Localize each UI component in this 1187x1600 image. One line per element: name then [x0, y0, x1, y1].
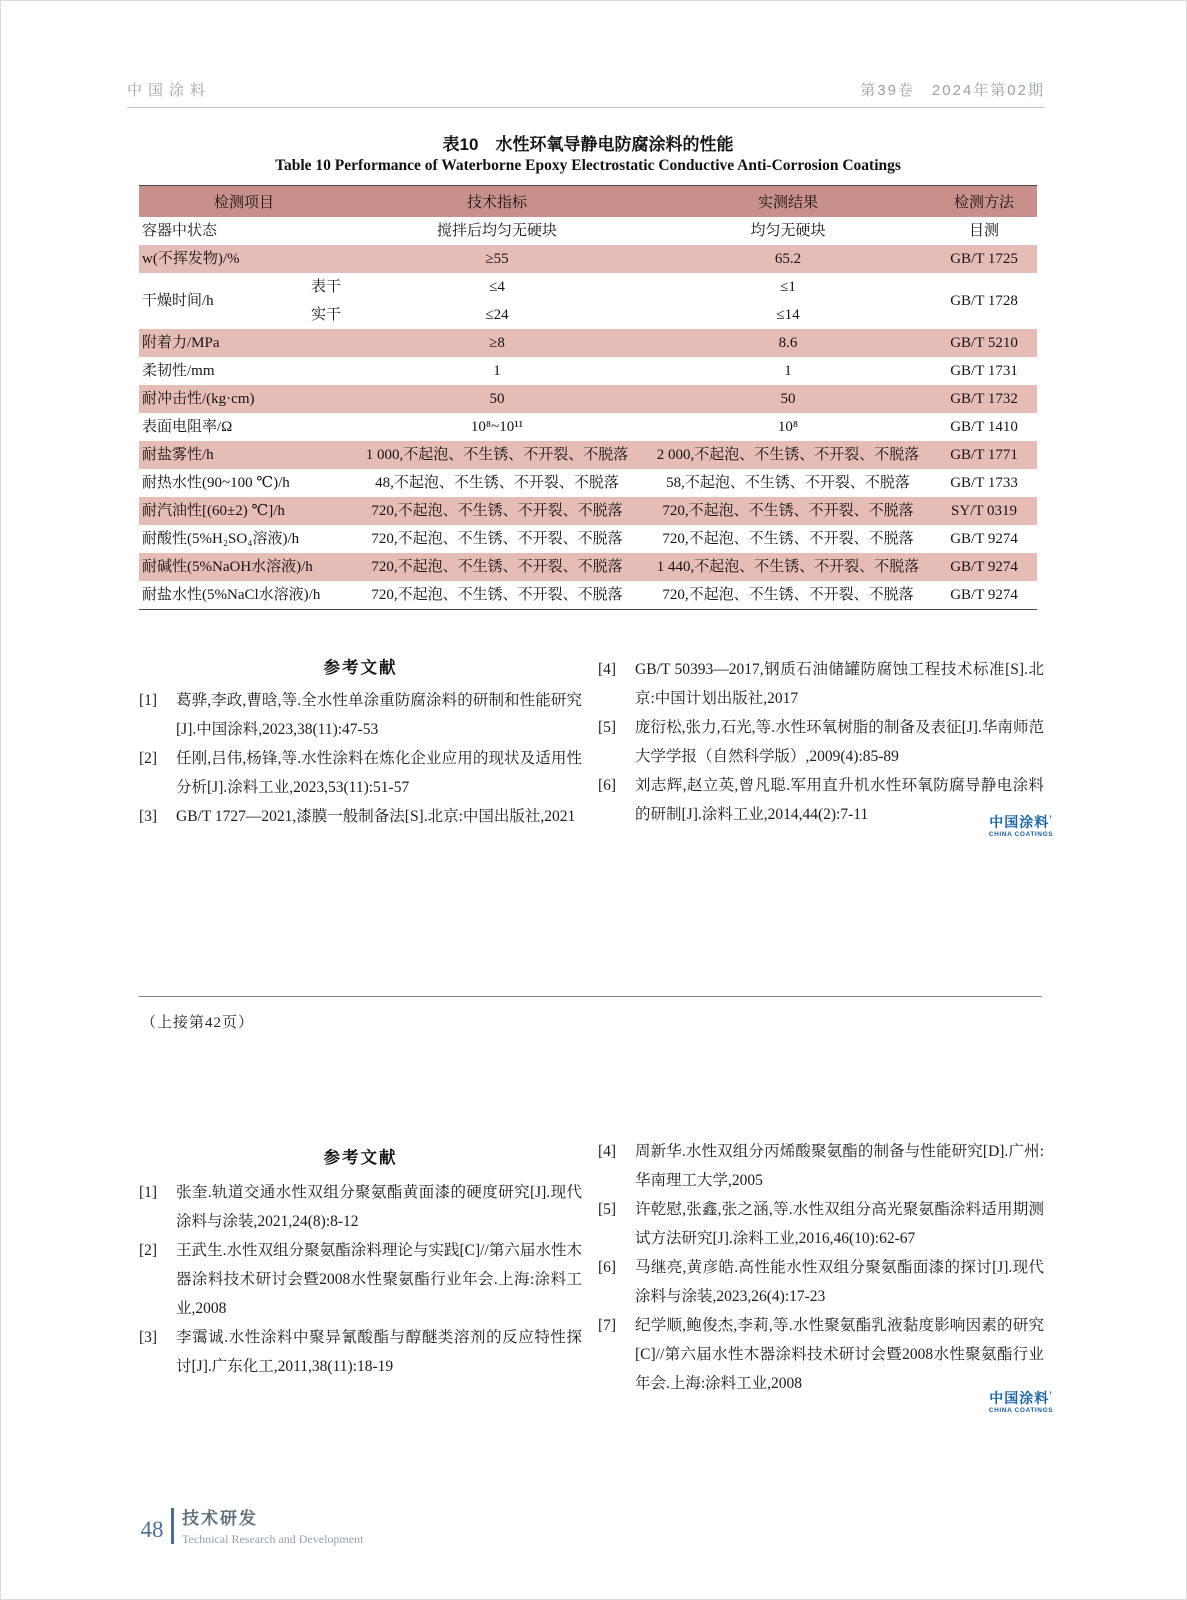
ref-text: 许乾慰,张鑫,张之涵,等.水性双组分高光聚氨酯涂料适用期测试方法研究[J].涂料工业,2016,46(10):62-67 [635, 1201, 1044, 1247]
cell-spec: ≤24 [485, 307, 509, 323]
section-divider [139, 996, 1042, 997]
cell-method: SY/T 0319 [931, 497, 1037, 525]
col-header-item: 检测项目 [139, 186, 349, 218]
cell-spec: 搅拌后均匀无硬块 [437, 223, 558, 239]
col-header-result: 实测结果 [645, 186, 931, 218]
cell-spec: 720,不起泡、不生锈、不开裂、不脱落 [349, 497, 645, 525]
ref-text: 周新华.水性双组分丙烯酸聚氨酯的制备与性能研究[D].广州:华南理工大学,2005 [635, 1143, 1044, 1189]
cell-spec: ≤4 [489, 279, 505, 295]
table-row [139, 497, 1037, 525]
logo-text-zh: 中国涂料’ [989, 814, 1053, 830]
cell-result: 1 440,不起泡、不生锈、不开裂、不脱落 [645, 553, 931, 581]
cell-method: GB/T 1771 [931, 441, 1037, 469]
cell-item: 容器中状态 [142, 223, 218, 239]
ref-number: [4] [598, 661, 617, 678]
cell-result: 50 [645, 385, 931, 413]
cell-spec: 48,不起泡、不生锈、不开裂、不脱落 [375, 475, 619, 491]
cell-method: GB/T 5210 [931, 329, 1037, 357]
table-title-en: Table 10 Performance of Waterborne Epoxy Electrostatic Conductive Anti-Corrosion Coatings [275, 157, 901, 174]
logo-mark: ’ [1049, 1390, 1053, 1400]
ref-text: 庞衍松,张力,石光,等.水性环氧树脂的制备及表征[J].华南师范大学学报（自然科学版）,2009(4):85-89 [635, 719, 1044, 765]
ref-number: [1] [139, 692, 158, 709]
cell-spec: 1 000,不起泡、不生锈、不开裂、不脱落 [349, 441, 645, 469]
reference-item [139, 802, 582, 831]
ref-text: 李霭诚.水性涂料中聚异氰酸酯与醇醚类溶剂的反应特性探讨[J].广东化工,2011,38(11):18-19 [176, 1329, 582, 1375]
ref-text: 张奎.轨道交通水性双组分聚氨酯黄面漆的硬度研究[J].现代涂料与涂装,2021,24(8):8-12 [176, 1184, 582, 1230]
cell-method: GB/T 1725 [931, 245, 1037, 273]
cell-spec: ≥55 [349, 245, 645, 273]
reference-item [139, 744, 582, 802]
ref-text: 刘志辉,赵立英,曾凡聪.军用直升机水性环氧防腐导静电涂料的研制[J].涂料工业,2014,44(2):7-11 [635, 777, 1044, 823]
cell-item: w(不挥发物)/% [139, 245, 349, 273]
logo-text-en: CHINA COATINGS [988, 1407, 1054, 1414]
cell-spec: 10⁸~10¹¹ [470, 419, 524, 435]
table-row [139, 581, 1037, 610]
china-coatings-logo [981, 815, 1061, 839]
cell-result: 2 000,不起泡、不生锈、不开裂、不脱落 [645, 441, 931, 469]
reference-item [139, 1323, 582, 1381]
references-1-left [139, 657, 582, 831]
table-row [139, 329, 1037, 357]
cell-method: 目测 [969, 223, 1000, 239]
cell-sublabel: 表干 [311, 279, 342, 295]
performance-table [139, 185, 1037, 610]
cell-spec: ≥8 [349, 329, 645, 357]
cell-result: 720,不起泡、不生锈、不开裂、不脱落 [645, 497, 931, 525]
cell-method: GB/T 1732 [931, 385, 1037, 413]
issue-info: 第39卷 2024年第02期 [860, 82, 1045, 99]
table-header-row [139, 186, 1037, 218]
ref-number: [2] [139, 1242, 158, 1259]
cell-result: 65.2 [645, 245, 931, 273]
table-row-dry-surface [139, 273, 1037, 301]
section-title-en: Technical Research and Development [182, 1532, 364, 1546]
cell-result: 58,不起泡、不生锈、不开裂、不脱落 [666, 475, 910, 491]
cell-item: 耐冲击性/(kg·cm) [139, 385, 349, 413]
reference-item [598, 1311, 1044, 1398]
reference-item [598, 1195, 1044, 1253]
cell-method: GB/T 9274 [950, 587, 1018, 603]
cell-item: 附着力/MPa [139, 329, 349, 357]
cell-sublabel: 实干 [311, 307, 342, 323]
table-title-zh: 表10 水性环氧导静电防腐涂料的性能 [442, 135, 734, 154]
cell-spec: 720,不起泡、不生锈、不开裂、不脱落 [371, 531, 623, 547]
reference-item [139, 686, 582, 744]
ref-text: GB/T 50393—2017,钢质石油储罐防腐蚀工程技术标准[S].北京:中国计划出版社,2017 [635, 661, 1044, 707]
table-row [139, 413, 1037, 441]
col-header-spec: 技术指标 [349, 186, 645, 218]
footer-divider-bar [171, 1508, 174, 1544]
ref-text: 马继亮,黄彦皓.高性能水性双组分聚氨酯面漆的探讨[J].现代涂料与涂装,2023,26(4):17-23 [635, 1259, 1044, 1305]
reference-item [139, 1236, 582, 1323]
table-row [139, 217, 1037, 245]
ref-text: 任刚,吕伟,杨锋,等.水性涂料在炼化企业应用的现状及适用性分析[J].涂料工业,2023,53(11):51-57 [176, 750, 582, 796]
ref-number: [3] [139, 808, 158, 825]
cell-item: 耐酸性(5%H₂SO₄溶液)/h [142, 531, 300, 547]
section-title-zh: 技术研发 [182, 1509, 258, 1528]
ref-number: [7] [598, 1317, 617, 1334]
cell-spec: 720,不起泡、不生锈、不开裂、不脱落 [349, 553, 645, 581]
logo-text-zh: 中国涂料’ [989, 1390, 1053, 1406]
cell-result: 720,不起泡、不生锈、不开裂、不脱落 [662, 587, 914, 603]
references-heading: 参考文献 [323, 659, 398, 677]
ref-number: [4] [598, 1143, 617, 1160]
table-row [139, 385, 1037, 413]
cell-result: 1 [784, 363, 792, 379]
reference-item [598, 713, 1044, 771]
journal-name: 中国涂料 [127, 82, 212, 99]
ref-number: [2] [139, 750, 158, 767]
col-header-method: 检测方法 [931, 186, 1037, 218]
ref-number: [6] [598, 1259, 617, 1276]
cell-item: 柔韧性/mm [142, 363, 215, 379]
cell-item: 耐热水性(90~100 ℃)/h [142, 475, 290, 491]
cell-item: 干燥时间/h [142, 293, 214, 309]
cell-method: GB/T 9274 [950, 531, 1018, 547]
cell-item: 耐碱性(5%NaOH水溶液)/h [139, 553, 349, 581]
china-coatings-logo [981, 1391, 1061, 1415]
cell-result: ≤1 [780, 279, 796, 295]
ref-number: [5] [598, 1201, 617, 1218]
ref-number: [6] [598, 777, 617, 794]
cell-result: ≤14 [776, 307, 800, 323]
references-heading: 参考文献 [323, 1149, 398, 1167]
references-2-right [598, 1137, 1044, 1398]
cell-method: GB/T 1410 [950, 419, 1018, 435]
table-row [139, 441, 1037, 469]
ref-number: [5] [598, 719, 617, 736]
cell-item: 耐汽油性[(60±2) ℃]/h [139, 497, 349, 525]
cell-method: GB/T 9274 [931, 553, 1037, 581]
table-row [139, 469, 1037, 497]
cell-item: 表面电阻率/Ω [142, 419, 233, 435]
ref-text: GB/T 1727—2021,漆膜一般制备法[S].北京:中国出版社,2021 [176, 808, 576, 825]
cell-method: GB/T 1731 [950, 363, 1018, 379]
footer-section [182, 1504, 363, 1547]
running-head [127, 79, 1045, 108]
cell-method: GB/T 1728 [950, 293, 1018, 309]
references-2-left [139, 1147, 582, 1381]
reference-item [139, 1178, 582, 1236]
logo-text-en: CHINA COATINGS [988, 831, 1054, 838]
reference-item [598, 1253, 1044, 1311]
ref-text: 纪学顺,鲍俊杰,李莉,等.水性聚氨酯乳液黏度影响因素的研究[C]//第六届水性木器涂料技术研讨会暨2008水性聚氨酯行业年会.上海:涂料工业,2008 [635, 1317, 1044, 1392]
table-row [139, 245, 1037, 273]
cell-method: GB/T 1733 [950, 475, 1018, 491]
table-row [139, 357, 1037, 385]
references-1-right [598, 655, 1044, 829]
continuation-note: （上接第42页） [141, 1015, 255, 1031]
cell-result: 720,不起泡、不生锈、不开裂、不脱落 [662, 531, 914, 547]
page-footer [137, 1504, 363, 1547]
ref-text: 王武生.水性双组分聚氨酯涂料理论与实践[C]//第六届水性木器涂料技术研讨会暨2008水性聚氨酯行业年会.上海:涂料工业,2008 [176, 1242, 582, 1317]
reference-item [598, 655, 1044, 713]
table-row [139, 525, 1037, 553]
cell-result: 10⁸ [777, 419, 799, 435]
page-number: 48 [140, 1516, 164, 1542]
cell-item: 耐盐水性(5%NaCl水溶液)/h [142, 587, 321, 603]
ref-number: [1] [139, 1184, 158, 1201]
reference-item [598, 771, 1044, 829]
reference-item [598, 1137, 1044, 1195]
cell-item: 耐盐雾性/h [139, 441, 349, 469]
cell-spec: 720,不起泡、不生锈、不开裂、不脱落 [371, 587, 623, 603]
cell-result: 均匀无硬块 [750, 223, 826, 239]
cell-spec: 50 [349, 385, 645, 413]
logo-mark: ’ [1049, 814, 1053, 824]
cell-spec: 1 [493, 363, 501, 379]
ref-text: 葛骅,李政,曹晗,等.全水性单涂重防腐涂料的研制和性能研究[J].中国涂料,2023,38(11):47-53 [176, 692, 582, 738]
cell-result: 8.6 [645, 329, 931, 357]
ref-number: [3] [139, 1329, 158, 1346]
table-row [139, 553, 1037, 581]
